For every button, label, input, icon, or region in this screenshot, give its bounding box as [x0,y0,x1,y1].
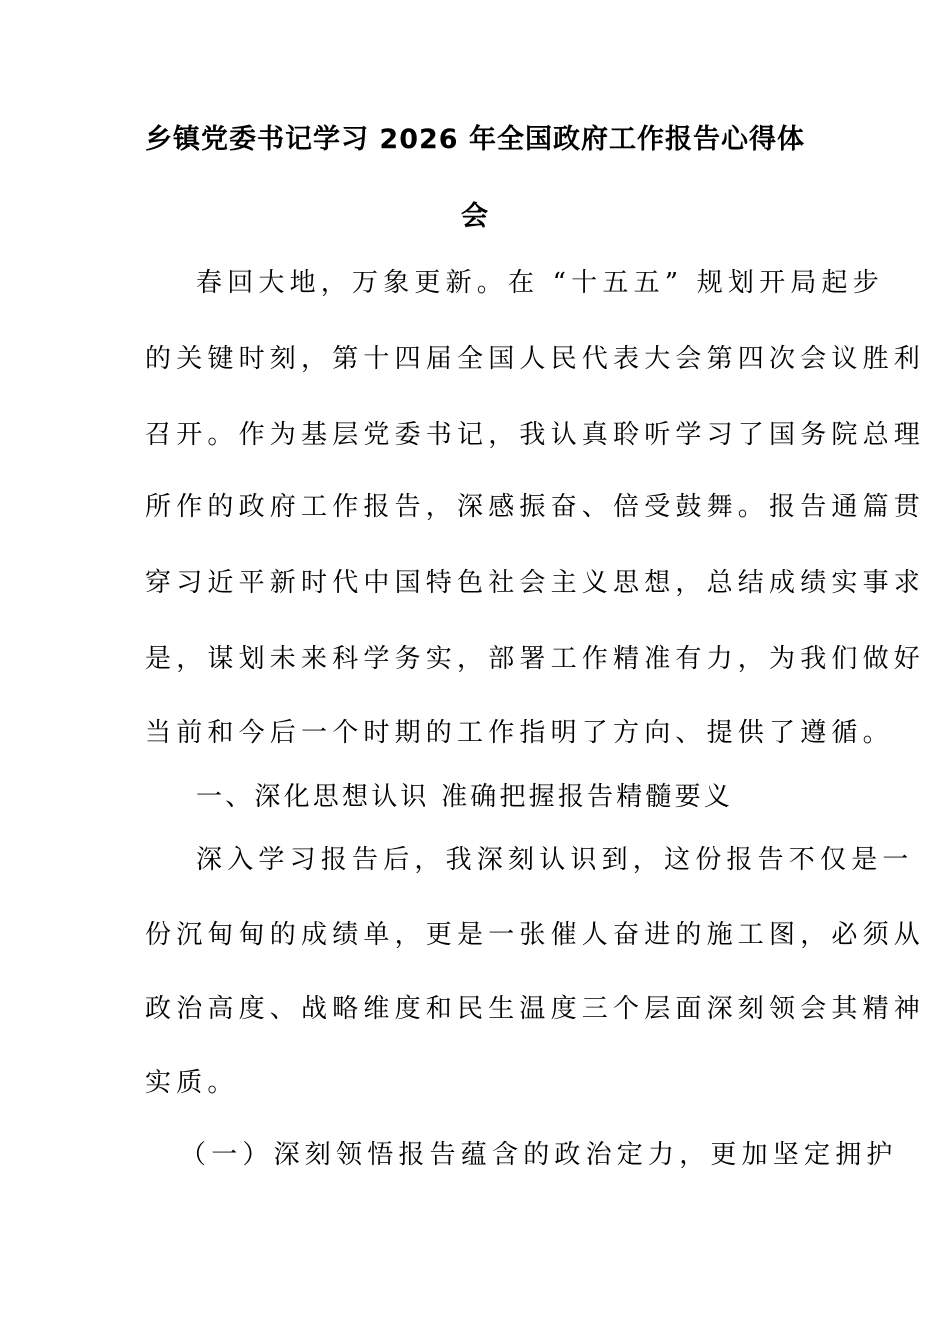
document-title-line-1: 乡镇党委书记学习 2026 年全国政府工作报告心得体 [145,124,805,155]
paragraph-line: 份沉甸甸的成绩单，更是一张催人奋进的施工图，必须从 [145,920,926,950]
subsection-heading: （一）深刻领悟报告蕴含的政治定力，更加坚定拥护 [180,1140,898,1170]
paragraph-line: 召开。作为基层党委书记，我认真聆听学习了国务院总理 [145,420,926,450]
paragraph-line: 的关键时刻，第十四届全国人民代表大会第四次会议胜利 [145,344,926,374]
paragraph-line: 深入学习报告后，我深刻认识到，这份报告不仅是一 [196,845,914,875]
paragraph-line: 当前和今后一个时期的工作指明了方向、提供了遵循。 [145,718,894,748]
paragraph-line: 政治高度、战略维度和民生温度三个层面深刻领会其精神 [145,994,926,1024]
paragraph-line: 穿习近平新时代中国特色社会主义思想，总结成绩实事求 [145,568,926,598]
document-title-line-2: 会 [461,201,489,232]
paragraph-line: 是，谋划未来科学务实，部署工作精准有力，为我们做好 [145,644,926,674]
section-heading: 一、深化思想认识 准确把握报告精髓要义 [196,782,734,812]
paragraph-line: 实质。 [145,1068,239,1098]
paragraph-line: 所作的政府工作报告，深感振奋、倍受鼓舞。报告通篇贯 [145,492,926,522]
paragraph-line: 春回大地，万象更新。在 “十五五” 规划开局起步 [196,268,884,298]
